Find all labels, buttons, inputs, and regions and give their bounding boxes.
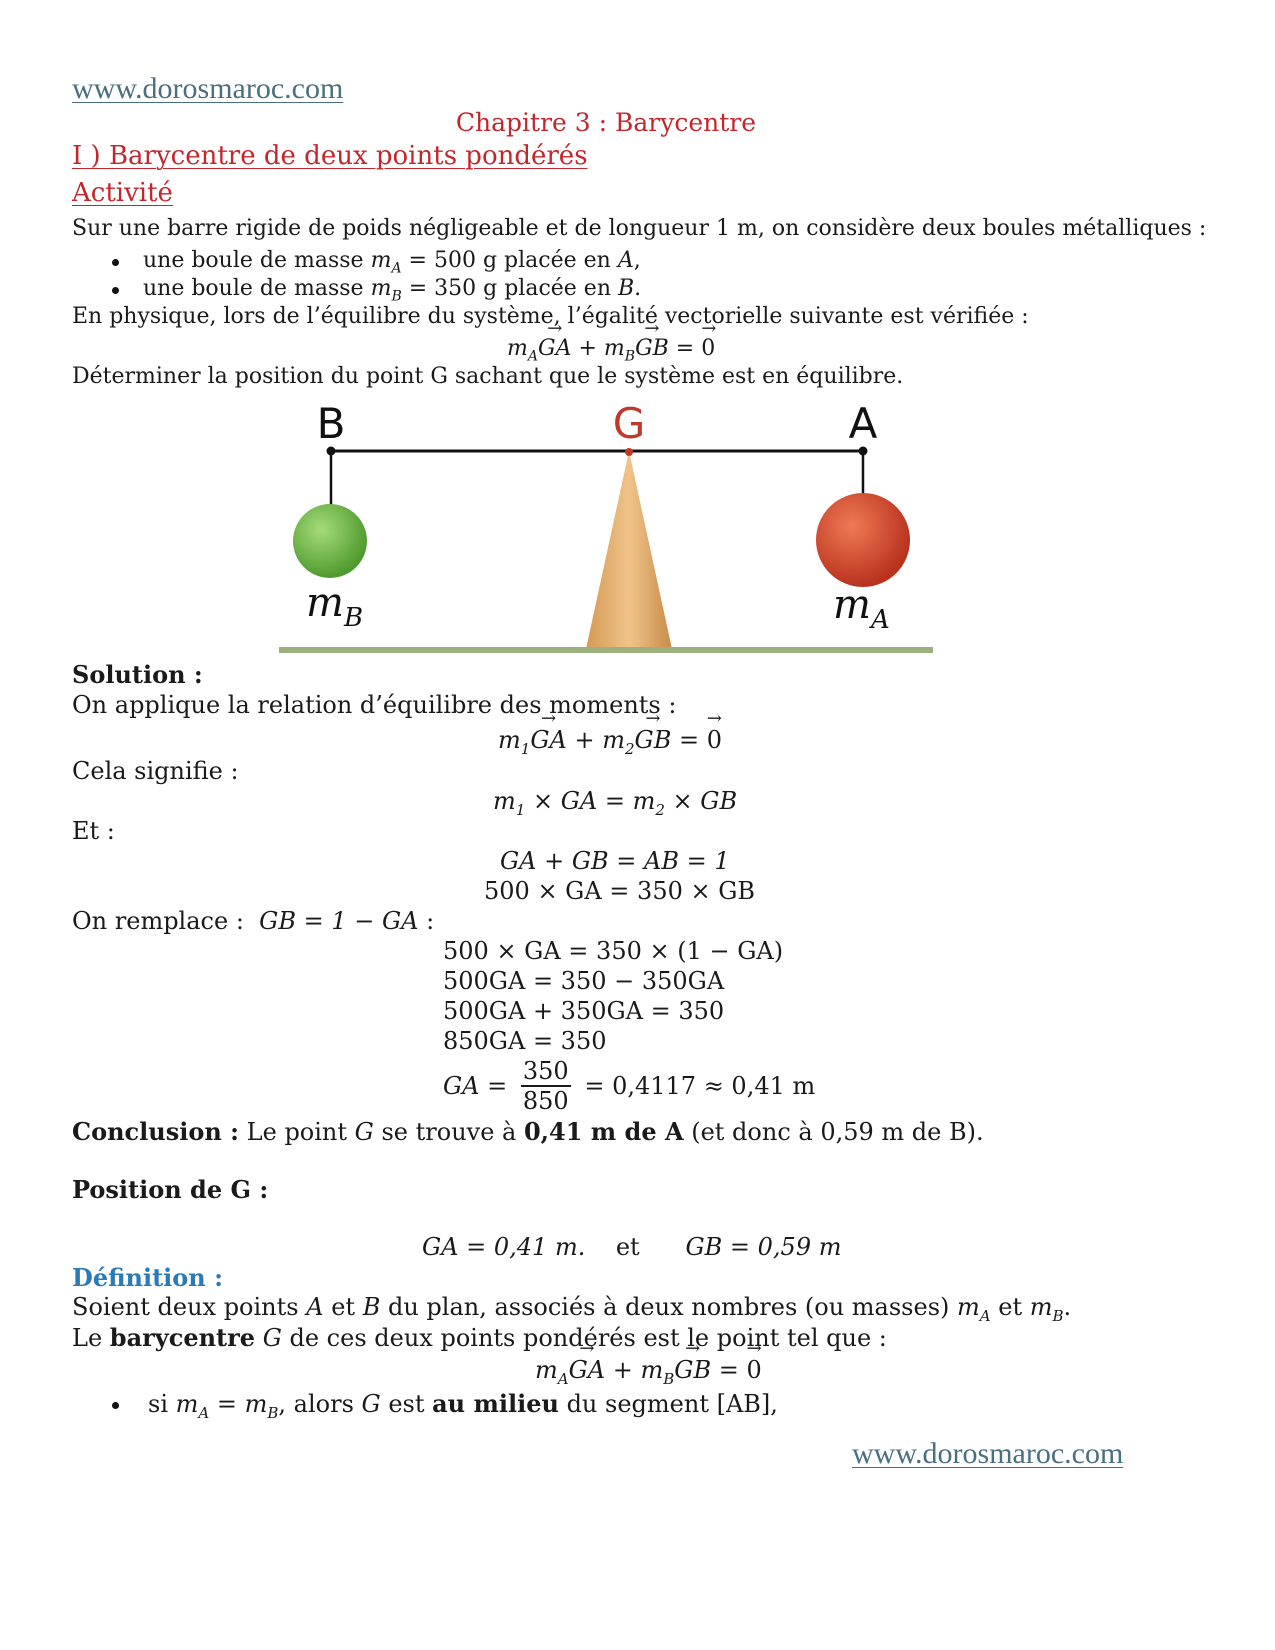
moment-equation: $m_1\to$ GA + $m_2\to$ GB = → 0 [498, 726, 722, 758]
solution-line1: On applique la relation d’équilibre des moments : [72, 691, 677, 719]
mass-b-label: $m_B$ [306, 580, 364, 633]
section-title: I ) Barycentre de deux points pondérés [72, 141, 588, 171]
step-2: 500GA = 350 − 350GA [443, 967, 725, 995]
bullet-mass-a: une boule de masse $m_A = 500$ g placée en A, [143, 248, 641, 277]
header-site-link[interactable]: www.dorosmaroc.com [72, 72, 344, 105]
label-a: A [848, 399, 878, 448]
position-title: Position de G : [72, 1175, 269, 1204]
position-values: GA = 0,41 m. et GB = 0,59 m [422, 1233, 842, 1261]
sum-equation: GA + GB = AB = 1 [500, 847, 730, 875]
activity-title: Activité [72, 178, 173, 208]
pivot [586, 451, 672, 649]
cela-signifie: Cela signifie : [72, 757, 239, 785]
conclusion: Conclusion : Le point G se trouve à 0,41 m de A (et donc à 0,59 m de B). [72, 1117, 984, 1146]
ball-a [816, 493, 910, 587]
definition-title: Définition : [72, 1263, 223, 1292]
ground [279, 647, 933, 653]
label-b: B [316, 399, 346, 448]
remplace-line: On remplace : GB = 1 − GA : [72, 907, 435, 935]
mass-a-label: $m_A$ [833, 582, 890, 635]
step-3: 500GA + 350GA = 350 [443, 997, 725, 1025]
bullet-dot [112, 259, 119, 266]
physics-sentence: En physique, lors de l’équilibre du système, l’égalité vectorielle suivante est vérifiée : [72, 304, 1029, 329]
vector-equation-1: $m_A\to$ GA + $m_B\to$ GB = → 0 [507, 336, 715, 364]
footer-site-link[interactable]: www.dorosmaroc.com [852, 1437, 1124, 1470]
bullet-dot [112, 1402, 119, 1409]
et-label: Et : [72, 817, 115, 845]
chapter-title: Chapitre 3 : Barycentre [455, 108, 757, 137]
product-equation: $m_1$ × GA = $m_2$ × GB [493, 787, 738, 819]
balance-figure [270, 398, 950, 660]
definition-bullet: si $m_A = m_B$, alors G est au milieu du segment [AB], [148, 1389, 778, 1422]
solution-title: Solution : [72, 660, 203, 689]
pivot-tip [625, 448, 633, 456]
definition-equation: $m_A\to$ GA + $m_B\to$ GB = → 0 [535, 1356, 762, 1388]
ball-b [293, 504, 367, 578]
step-4: 850GA = 350 [443, 1027, 607, 1055]
label-g: G [612, 399, 646, 448]
question-sentence: Déterminer la position du point G sachant que le système est en équilibre. [72, 364, 904, 389]
step-1: 500 × GA = 350 × (1 − GA) [443, 937, 784, 965]
definition-line1: Soient deux points A et B du plan, associés à deux nombres (ou masses) $m_A$ et $m_B$. [72, 1293, 1072, 1325]
bullet-dot [112, 287, 119, 294]
mass-equation: 500 × GA = 350 × GB [484, 877, 756, 905]
definition-line2: Le barycentre G de ces deux points pondérés est le point tel que : [72, 1323, 887, 1352]
activity-intro: Sur une barre rigide de poids négligeable et de longueur 1 m, on considère deux boules métalliques : [72, 216, 1207, 241]
bullet-mass-b: une boule de masse $m_B = 350$ g placée en B. [143, 276, 642, 305]
fraction-result: GA = $\frac{350}{850}$ = 0,4117 ≈ 0,41 m [443, 1057, 816, 1115]
